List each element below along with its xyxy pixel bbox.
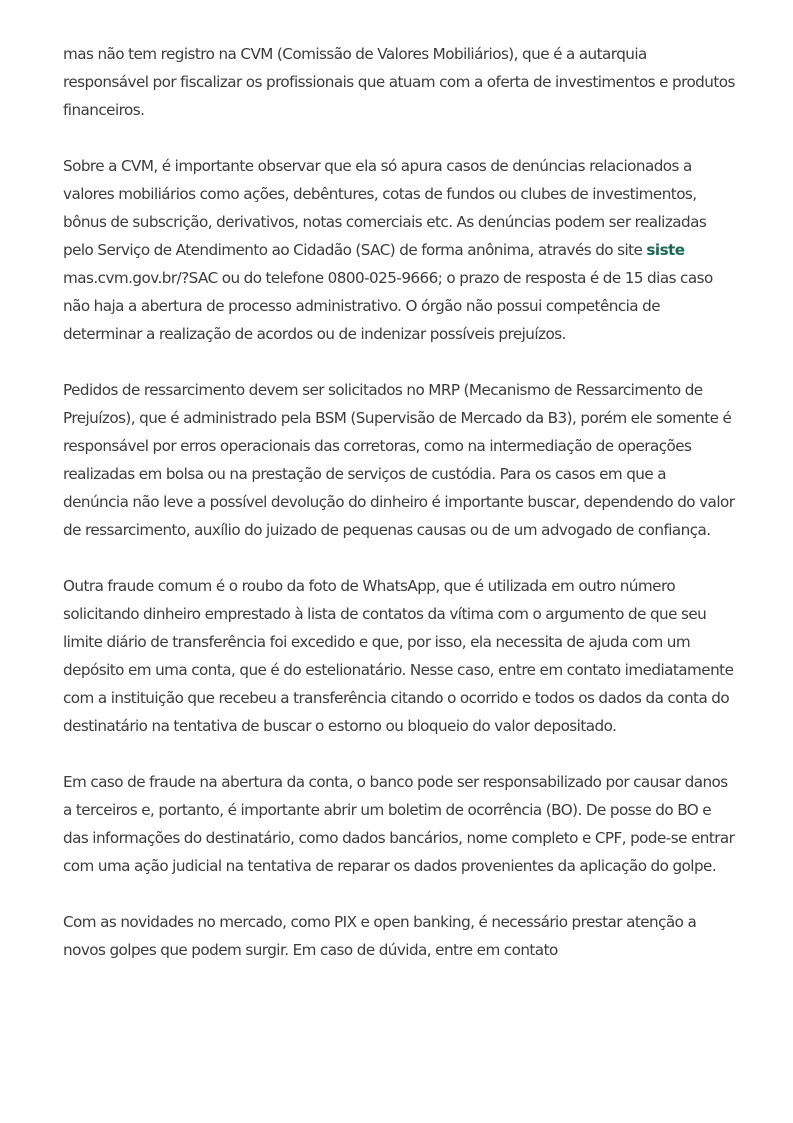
siste-link[interactable]: siste — [646, 241, 685, 259]
paragraph-fraude-whatsapp: Outra fraude comum é o roubo da foto de WhatsApp, que é utilizada em outro número solicitando dinheiro emprestado à lista de contatos da vítima com o argumento de que seu limite diário de transferência foi excedido e que, por isso, ela necessita de ajuda com um depósito em uma conta, que é do estelionatário. Nesse caso, entre em contato imediatamente com a instituição que recebeu a transferência citando o ocorrido e todos os dados da conta do destinatário na tentativa de buscar o estorno ou bloqueio do valor depositado. — [63, 577, 734, 735]
paragraph-text-after-link: mas.cvm.gov.br/?SAC ou do telefone 0800-025-9666; o prazo de resposta é de 15 dias caso não haja a abertura de processo administrativo. O órgão não possui competência de determinar a realização de acordos ou de indenizar possíveis prejuízos. — [63, 269, 713, 343]
paragraph-sobre-cvm — [63, 152, 735, 348]
paragraph-fraude-abertura-conta: Em caso de fraude na abertura da conta, o banco pode ser responsabilizado por causar danos a terceiros e, portanto, é importante abrir um boletim de ocorrência (BO). De posse do BO e das informações do destinatário, como dados bancários, nome completo e CPF, pode-se entrar com uma ação judicial na tentativa de reparar os dados provenientes da aplicação do golpe. — [63, 773, 735, 875]
paragraph-ressarcimento: Pedidos de ressarcimento devem ser solicitados no MRP (Mecanismo de Ressarcimento de Prejuízos), que é administrado pela BSM (Supervisão de Mercado da B3), porém ele somente é responsável por erros operacionais das corretoras, como na intermediação de operações realizadas em bolsa ou na prestação de serviços de custódia. Para os casos em que a denúncia não leve a possível devolução do dinheiro é importante buscar, dependendo do valor de ressarcimento, auxílio do juizado de pequenas causas ou de um advogado de confiança. — [63, 381, 735, 539]
document-body — [63, 40, 735, 992]
paragraph-text-before-link: Sobre a CVM, é importante observar que ela só apura casos de denúncias relacionados a valores mobiliários como ações, debêntures, cotas de fundos ou clubes de investimentos, bônus de subscrição, derivativos, notas comerciais etc. As denúncias podem ser realizadas pelo Serviço de Atendimento ao Cidadão (SAC) de forma anônima, através do site — [63, 157, 707, 259]
paragraph-novidades-mercado: Com as novidades no mercado, como PIX e open banking, é necessário prestar atenção a novos golpes que podem surgir. Em caso de dúvida, entre em contato — [63, 913, 697, 959]
paragraph-cvm-registro: mas não tem registro na CVM (Comissão de Valores Mobiliários), que é a autarquia responsável por fiscalizar os profissionais que atuam com a oferta de investimentos e produtos financeiros. — [63, 45, 735, 119]
